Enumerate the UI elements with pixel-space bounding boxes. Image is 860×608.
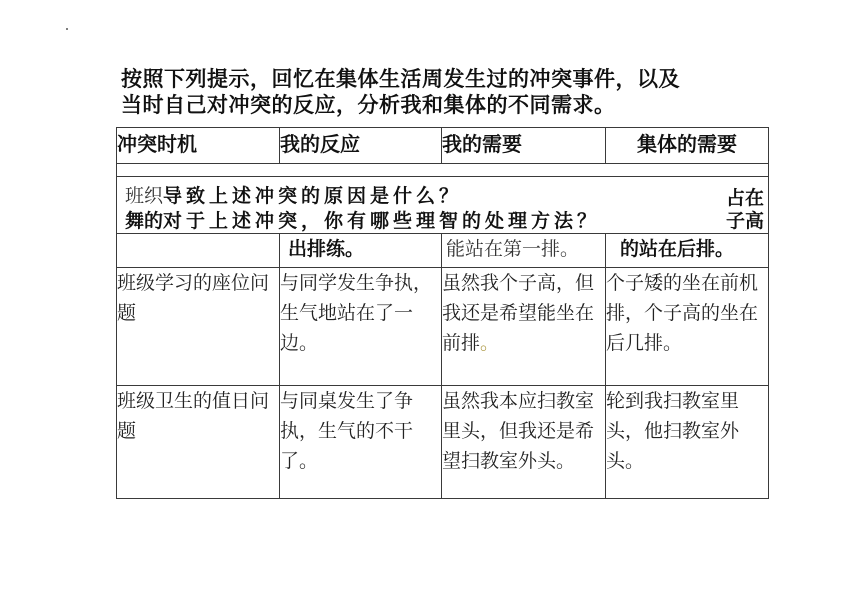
question-overlap-row	[117, 177, 769, 234]
table-row	[117, 268, 769, 386]
cell-my-need	[442, 386, 606, 499]
table-row	[117, 386, 769, 499]
question-line-1	[125, 181, 462, 208]
cell-reaction: 与同学发生争执，生气地站在了一边。	[280, 268, 442, 386]
overlap-fragment-right: 子高	[725, 210, 764, 232]
header-my-need: 我的需要	[442, 128, 606, 164]
conflict-table	[116, 127, 769, 499]
overlap-fragment-right: 占在	[725, 187, 764, 209]
fragment-row	[117, 234, 769, 268]
overlap-fragment: 班织	[125, 185, 164, 207]
spacer-row	[117, 164, 769, 177]
instructions-line-1: 按照下列提示，回忆在集体生活周发生过的冲突事件，以及	[121, 67, 680, 91]
instructions-line-2: 当时自己对冲突的反应，分析我和集体的不同需求。	[121, 93, 616, 117]
header-conflict-occasion: 冲突时机	[117, 128, 280, 164]
instructions	[121, 66, 781, 118]
question-line-2	[125, 206, 600, 233]
my-need-period: 。	[480, 332, 500, 354]
fragment-cell	[117, 234, 280, 268]
spacer-cell	[117, 164, 769, 177]
question-cell	[117, 177, 769, 234]
cell-reaction: 与同桌发生了争执，生气的不干了。	[280, 386, 442, 499]
my-need-text: 虽然我个子高，但我还是希望能坐在前排	[442, 272, 595, 354]
my-need-text: 虽然我本应扫教室里头，但我还是希望扫教室外头。	[442, 390, 595, 472]
header-row	[117, 128, 769, 164]
cell-situation: 班级卫生的值日问题	[117, 386, 280, 499]
fragment-cell: 的站在后排。	[606, 234, 769, 268]
question-solutions: 对于上述冲突，你有哪些理智的处理方法？	[163, 210, 601, 232]
header-my-reaction: 我的反应	[280, 128, 442, 164]
header-group-need: 集体的需要	[606, 128, 769, 164]
overlap-fragment: 舞的	[125, 210, 164, 232]
fragment-cell: 出排练。	[280, 234, 442, 268]
cell-situation: 班级学习的座位问题	[117, 268, 280, 386]
stray-dot	[66, 28, 68, 30]
question-cause: 导致上述冲突的原因是什么？	[163, 185, 463, 207]
cell-group-need: 个子矮的坐在前机排，个子高的坐在后几排。	[606, 268, 769, 386]
cell-my-need	[442, 268, 606, 386]
cell-group-need: 轮到我扫教室里头，他扫教室外头。	[606, 386, 769, 499]
fragment-cell: 能站在第一排。	[442, 234, 606, 268]
